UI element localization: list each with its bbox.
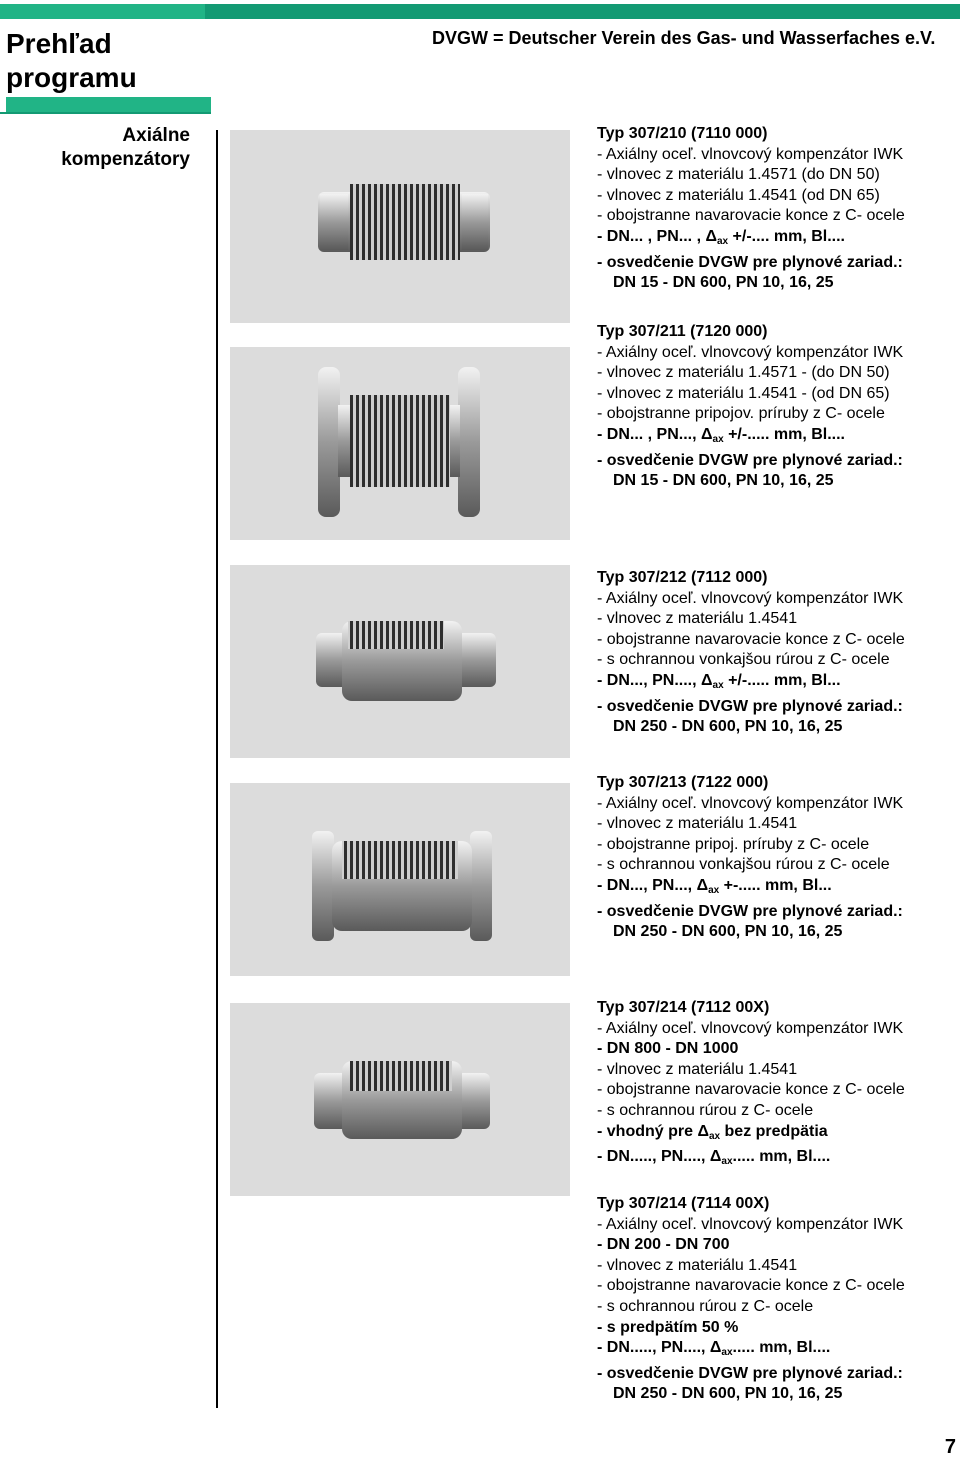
spec-line: - vlnovec z materiálu 1.4541 - (od DN 65) [597, 384, 890, 402]
spec-line: - DN 200 - DN 700 [597, 1236, 730, 1254]
title-underline-rule [0, 112, 211, 114]
certification-line: - osvedčenie DVGW pre plynové zariad.: [597, 697, 903, 715]
dn-pn-line: - DN... , PN..., $\Delta_{ax}$ +/-..... mm, Bl.... [597, 425, 845, 445]
certification-line: - osvedčenie DVGW pre plynové zariad.: [597, 451, 903, 469]
product-photo-307-213 [230, 783, 570, 976]
spec-line: - vlnovec z materiálu 1.4541 [597, 610, 798, 628]
dn-pn-line: - DN... , PN... , $\Delta_{ax}$ +/-.... mm, Bl.... [597, 227, 845, 247]
certification-line: - osvedčenie DVGW pre plynové zariad.: [597, 253, 903, 271]
section-label: Axiálne kompenzátory [61, 125, 190, 170]
product-type: Typ 307/210 (7110 000) [597, 125, 768, 142]
spec-line: - s ochrannou vonkajšou rúrou z C- ocele [597, 856, 890, 874]
product-entry-307-214-x [597, 998, 957, 1173]
spec-line: - obojstranne navarovacie konce z C- ocele [597, 630, 905, 648]
spec-line: - Axiálny oceľ. vlnovcový kompenzátor IWK [597, 145, 904, 163]
spec-line: - Axiálny oceľ. vlnovcový kompenzátor IWK [597, 1215, 904, 1233]
spec-line: - obojstranne navarovacie konce z C- ocele [597, 1081, 905, 1099]
header-dvgw-note: DVGW = Deutscher Verein des Gas- und Wasserfaches e.V. [432, 28, 936, 48]
certification-line: - osvedčenie DVGW pre plynové zariad.: [597, 1364, 903, 1382]
dn-pn-line: - DN..., PN..., $\Delta_{ax}$ +-..... mm, Bl... [597, 876, 832, 896]
prestress-line: - s predpätím 50 % [597, 1318, 739, 1336]
spec-line: - vlnovec z materiálu 1.4571 - (do DN 50) [597, 364, 890, 382]
delta-symbol: Δ [697, 1122, 709, 1140]
product-type: Typ 307/214 (7112 00X) [597, 999, 770, 1016]
product-photo-307-211 [230, 347, 570, 540]
certification-line: - osvedčenie DVGW pre plynové zariad.: [597, 902, 903, 920]
product-photo-307-212 [230, 565, 570, 758]
range-line: DN 250 - DN 600, PN 10, 16, 25 [613, 718, 843, 736]
product-entry-307-210 [597, 124, 957, 294]
delta-symbol: Δ [701, 425, 713, 443]
compensator-welding-ends-image [230, 130, 570, 323]
dn-pn-line: - DN....., PN...., $\Delta_{ax}$..... mm, Bl.... [597, 1148, 831, 1168]
compensator-flanged-image [230, 347, 570, 540]
title-underline-bar [6, 97, 211, 112]
range-line: DN 250 - DN 600, PN 10, 16, 25 [613, 923, 843, 941]
range-line: DN 15 - DN 600, PN 10, 16, 25 [613, 472, 834, 490]
dn-pn-line: - DN....., PN...., $\Delta_{ax}$..... mm, Bl.... [597, 1339, 831, 1359]
delta-symbol: Δ [709, 1148, 722, 1166]
page-title: Prehľad programu [6, 28, 137, 93]
spec-line: - Axiálny oceľ. vlnovcový kompenzátor IWK [597, 589, 904, 607]
spec-line: - obojstranne navarovacie konce z C- ocele [597, 207, 905, 225]
product-entry-307-214-prestressed [597, 1194, 957, 1405]
product-entry-307-213 [597, 773, 957, 943]
spec-line: - obojstranne pripoj. príruby z C- ocele [597, 835, 870, 853]
range-line: DN 250 - DN 600, PN 10, 16, 25 [613, 1385, 843, 1403]
delta-symbol: Δ [709, 1339, 722, 1357]
spec-line: - vlnovec z materiálu 1.4571 (do DN 50) [597, 166, 880, 184]
compensator-large-outer-tube-image [230, 1003, 570, 1196]
product-photo-307-210 [230, 130, 570, 323]
spec-line: - obojstranne navarovacie konce z C- ocele [597, 1277, 905, 1295]
spec-line: - s ochrannou vonkajšou rúrou z C- ocele [597, 651, 890, 669]
product-type: Typ 307/212 (7112 000) [597, 569, 768, 586]
suitability-line: - vhodný pre $\Delta_{ax}$ bez predpätia [597, 1122, 828, 1142]
spec-line: - vlnovec z materiálu 1.4541 (od DN 65) [597, 186, 880, 204]
compensator-outer-tube-flanged-image [230, 783, 570, 976]
spec-line: - obojstranne pripojov. príruby z C- ocele [597, 405, 885, 423]
vertical-divider [216, 130, 218, 1408]
spec-line: - s ochrannou rúrou z C- ocele [597, 1101, 814, 1119]
product-type: Typ 307/213 (7122 000) [597, 774, 769, 791]
spec-line: - Axiálny oceľ. vlnovcový kompenzátor IWK [597, 794, 904, 812]
delta-symbol: Δ [701, 671, 713, 689]
product-type: Typ 307/214 (7114 00X) [597, 1195, 770, 1212]
dn-pn-line: - DN..., PN...., $\Delta_{ax}$ +/-..... mm, Bl... [597, 671, 841, 691]
spec-line: - Axiálny oceľ. vlnovcový kompenzátor IWK [597, 1019, 904, 1037]
product-type: Typ 307/211 (7120 000) [597, 323, 768, 340]
spec-line: - vlnovec z materiálu 1.4541 [597, 1060, 798, 1078]
spec-line: - s ochrannou rúrou z C- ocele [597, 1297, 814, 1315]
delta-symbol: Δ [705, 227, 717, 245]
product-entry-307-212 [597, 568, 957, 738]
spec-line: - vlnovec z materiálu 1.4541 [597, 1256, 798, 1274]
page-number: 7 [944, 1436, 956, 1458]
spec-line: - Axiálny oceľ. vlnovcový kompenzátor IWK [597, 343, 904, 361]
product-entry-307-211 [597, 322, 957, 492]
spec-line: - vlnovec z materiálu 1.4541 [597, 815, 798, 833]
compensator-outer-tube-image [230, 565, 570, 758]
range-line: DN 15 - DN 600, PN 10, 16, 25 [613, 274, 834, 292]
spec-line: - DN 800 - DN 1000 [597, 1040, 739, 1058]
delta-symbol: Δ [696, 876, 709, 894]
header-green-bar-accent [0, 4, 205, 19]
product-photo-307-214 [230, 1003, 570, 1196]
